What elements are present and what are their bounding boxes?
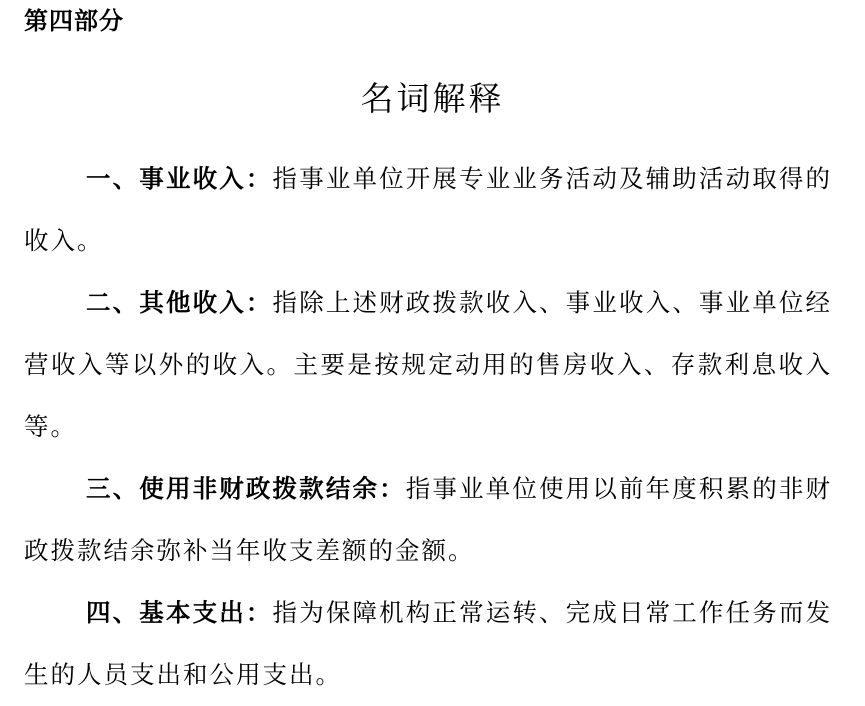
- term-paragraph-2: [24, 272, 832, 458]
- section-label: 第四部分: [24, 6, 124, 35]
- term-heading-1: 一、事业收入：: [86, 164, 273, 193]
- term-paragraph-1: [24, 148, 832, 272]
- term-definition-3: 指事业单位使用以前年度积累的非财政拨款结余弥补当年收支差额的金额。: [24, 474, 833, 565]
- term-heading-3: 三、使用非财政拨款结余：: [86, 474, 406, 503]
- term-paragraph-3: [24, 458, 832, 582]
- term-heading-4: 四、基本支出：: [86, 598, 273, 627]
- terms-list: [24, 148, 832, 706]
- term-definition-1: 指事业单位开展专业业务活动及辅助活动取得的收入。: [24, 164, 833, 255]
- page-title: 名词解释: [360, 79, 505, 118]
- term-definition-2: 指除上述财政拨款收入、事业收入、事业单位经营收入等以外的收入。主要是按规定动用的售房收入、存款利息收入等。: [24, 288, 833, 441]
- term-paragraph-4: [24, 582, 832, 706]
- term-heading-2: 二、其他收入：: [86, 288, 273, 317]
- term-definition-4: 指为保障机构正常运转、完成日常工作任务而发生的人员支出和公用支出。: [24, 598, 833, 689]
